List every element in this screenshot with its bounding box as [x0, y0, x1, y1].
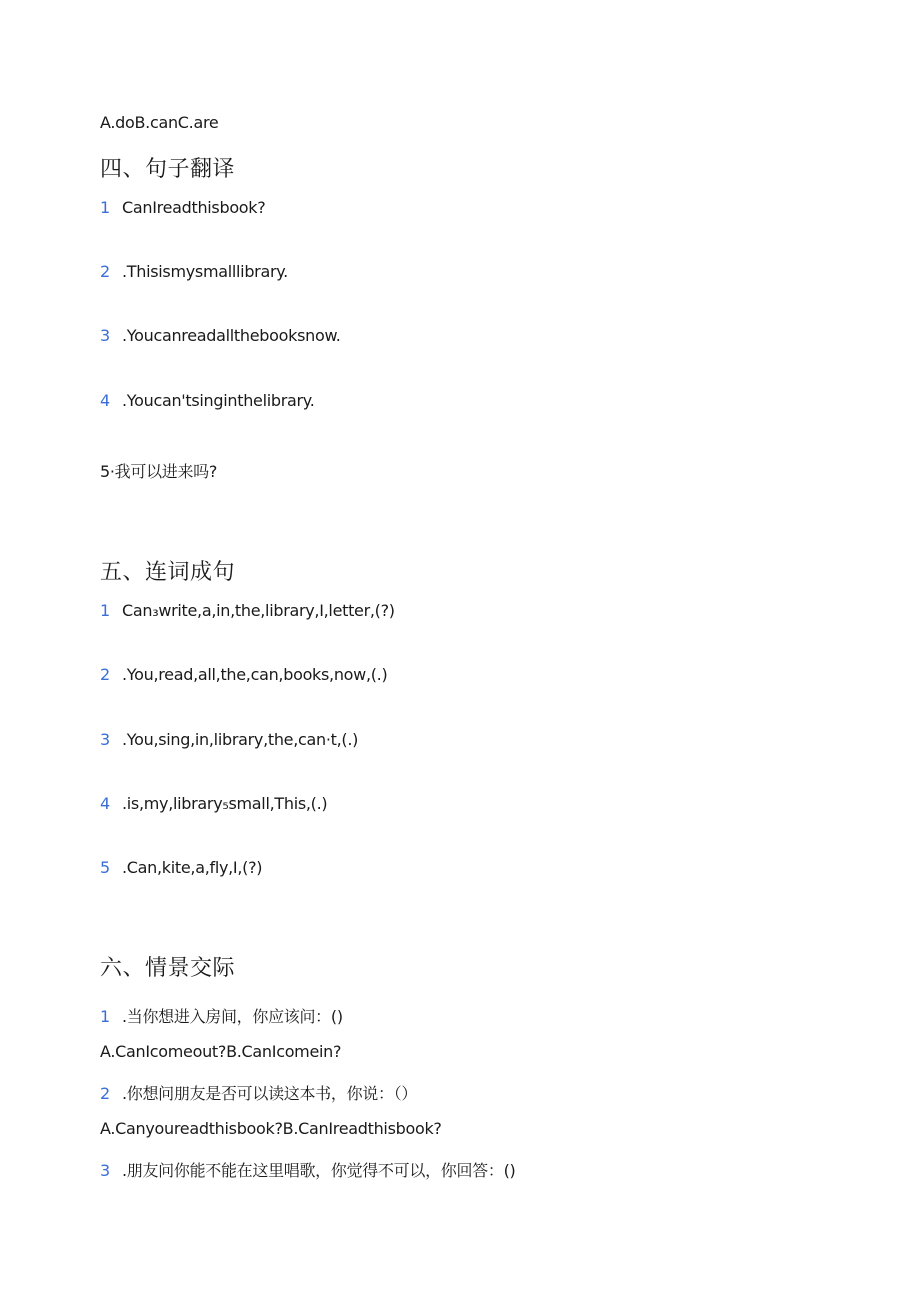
section-heading-situational-dialogue: 六、情景交际: [100, 956, 236, 981]
list-item: [100, 858, 262, 877]
item-text: CanIreadthisbook?: [122, 198, 266, 217]
item-number: 3: [100, 326, 110, 345]
item-text: .Youcan'tsinginthelibrary.: [122, 391, 315, 410]
answer-options: A.Canyoureadthisbook?B.CanIreadthisbook?: [100, 1119, 442, 1138]
item-number: 5: [100, 858, 110, 877]
item-text: .is,my,library₅small,This,(.): [122, 794, 328, 813]
item-number: 2: [100, 1084, 110, 1103]
list-item: [100, 730, 358, 749]
list-item: [100, 601, 395, 620]
item-number: 1: [100, 1007, 110, 1026]
item-text: 5·我可以进来吗?: [100, 462, 218, 481]
item-text: .Can,kite,a,fly,I,(?): [122, 858, 263, 877]
question-item: [100, 1081, 417, 1104]
question-text: .朋友问你能不能在这里唱歌，你觉得不可以，你回答：(): [122, 1161, 516, 1180]
item-text: .You,read,all,the,can,books,now,(.): [122, 665, 388, 684]
list-item: [100, 665, 387, 684]
list-item: [100, 198, 265, 217]
question-item: [100, 1158, 515, 1181]
item-number: 2: [100, 262, 110, 281]
section-heading-translation: 四、句子翻译: [100, 157, 236, 182]
item-text: Can₃write,a,in,the,library,I,letter,(?): [122, 601, 395, 620]
item-number: 1: [100, 198, 110, 217]
item-number: 4: [100, 391, 110, 410]
list-item: [100, 794, 327, 813]
item-number: 3: [100, 1161, 110, 1180]
item-number: 1: [100, 601, 110, 620]
answer-options: A.CanIcomeout?B.CanIcomein?: [100, 1042, 342, 1061]
item-number: 2: [100, 665, 110, 684]
options-line: A.doB.canC.are: [100, 113, 219, 132]
item-text: .Youcanreadallthebooksnow.: [122, 326, 341, 345]
question-item: [100, 1004, 343, 1027]
item-text: .You,sing,in,library,the,can·t,(.): [122, 730, 359, 749]
question-text: .当你想进入房间，你应该问：(): [122, 1007, 343, 1026]
question-text: .你想问朋友是否可以读这本书，你说：（）: [122, 1084, 418, 1103]
item-number: 4: [100, 794, 110, 813]
item-number: 3: [100, 730, 110, 749]
item-text: .Thisismysmalllibrary.: [122, 262, 288, 281]
list-item: [100, 391, 314, 410]
list-item: [100, 459, 217, 482]
list-item: [100, 326, 341, 345]
section-heading-sentence-building: 五、连词成句: [100, 560, 236, 585]
list-item: [100, 262, 288, 281]
